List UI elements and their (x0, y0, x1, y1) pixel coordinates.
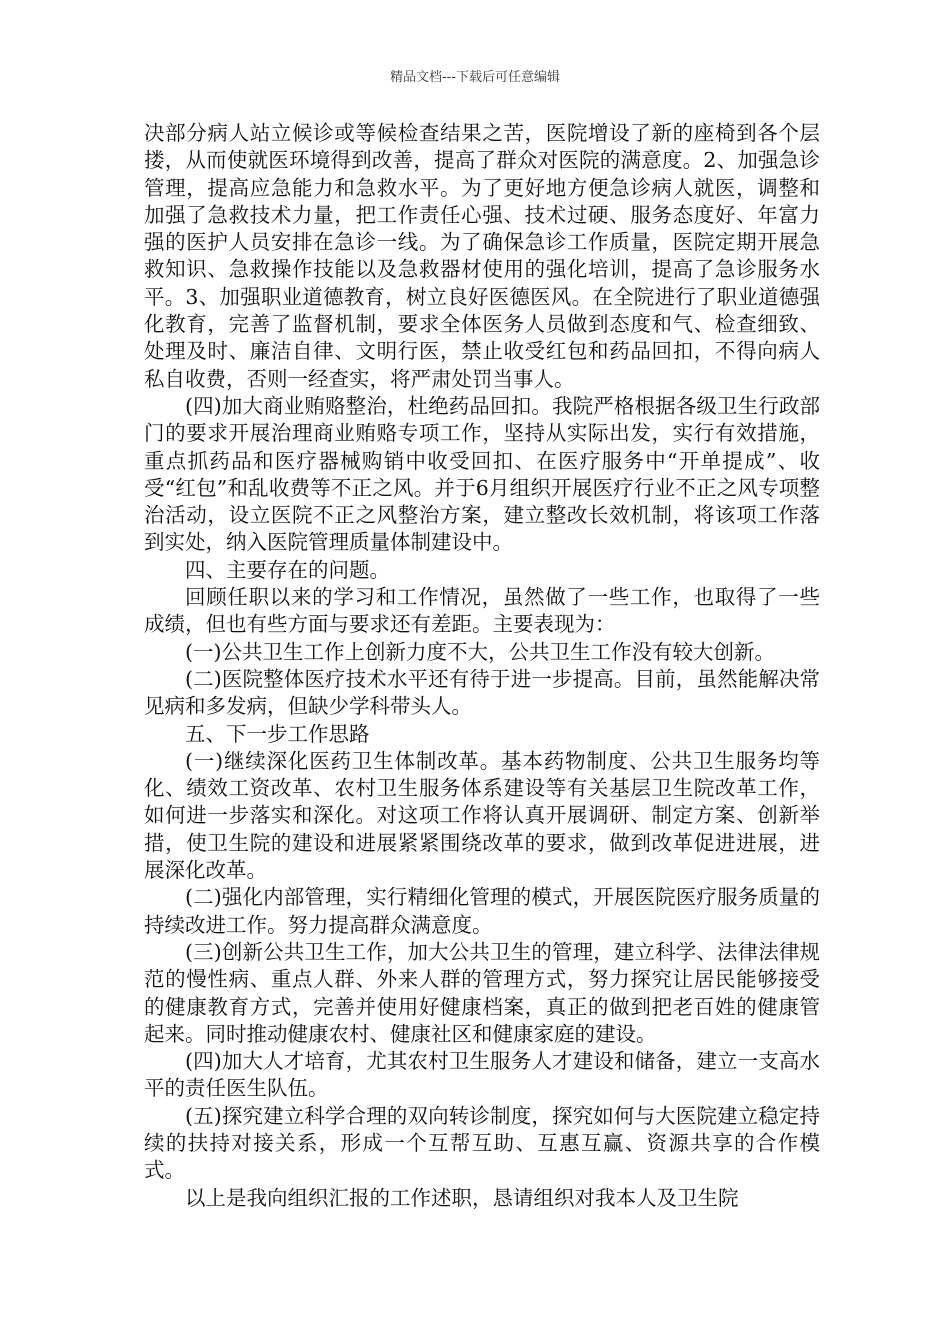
list-item: (一)公共卫生工作上创新力度不大，公共卫生工作没有较大创新。 (185, 639, 775, 664)
list-item: (三)创新公共卫生工作，加大公共卫生的管理，建立科学、法律法律规范的慢性病、重点人群、外来人群的管理方式，努力探究让居民能够接受的健康教育方式，完善并使用好健康档案，真正的做到把老百姓的健康管起来。同时推动健康农村、健康社区和健康家庭的建设。 (144, 939, 820, 1046)
list-item: (一)继续深化医药卫生体制改革。基本药物制度、公共卫生服务均等化、绩效工资改革、农村卫生服务体系建设等有关基层卫生院改革工作，如何进一步落实和深化。对这项工作将认真开展调研、制定方案、创新举措，使卫生院的建设和进展紧紧围绕改革的要求，做到改革促进进展，进展深化改革。 (144, 748, 820, 883)
section-heading: 五、下一步工作思路 (185, 721, 370, 746)
paragraph: 决部分病人站立候诊或等候检查结果之苦，医院增设了新的座椅到各个层搂，从而使就医环境得到改善，提高了群众对医院的满意度。2、加强急诊管理，提高应急能力和急救水平。为了更好地方便急诊病人就医，调整和加强了急救技术力量，把工作责任心强、技术过硬、服务态度好、年富力强的医护人员安排在急诊一线。为了确保急诊工作质量，医院定期开展急救知识、急救操作技能以及急救器材使用的强化培训，提高了急诊服务水平。3、加强职业道德教育，树立良好医德医风。在全院进行了职业道德强化教育，完善了监督机制，要求全体医务人员做到态度和气、检查细致、处理及时、廉洁自律、文明行医，禁止收受红包和药品回扣，不得向病人私自收费，否则一经查实，将严肃处罚当事人。 (144, 121, 820, 391)
list-item: (四)加大人才培育，尤其农村卫生服务人才建设和储备，建立一支高水平的责任医生队伍。 (144, 1049, 820, 1101)
document-body (144, 120, 820, 1212)
list-item: (二)医院整体医疗技术水平还有待于进一步提高。目前，虽然能解决常见病和多发病，但缺少学科带头人。 (144, 666, 820, 719)
paragraph: 以上是我向组织汇报的工作述职，恳请组织对我本人及卫生院 (185, 1185, 739, 1210)
section-heading: 四、主要存在的问题。 (185, 557, 390, 582)
page-header: 精品文档---下载后可任意编辑 (389, 70, 561, 85)
paragraph: (四)加大商业贿赂整治，杜绝药品回扣。我院严格根据各级卫生行政部门的要求开展治理商业贿赂专项工作，坚持从实际出发，实行有效措施，重点抓药品和医疗器械购销中收受回扣、在医疗服务中“开单提成”、收受“红包”和乱收费等不正之风。并于6月组织开展医疗行业不正之风专项整治活动，设立医院不正之风整治方案，建立整改长效机制，将该项工作落到实处，纳入医院管理质量体制建设中。 (144, 393, 820, 555)
paragraph: 回顾任职以来的学习和工作情况，虽然做了一些工作，也取得了一些成绩，但也有些方面与要求还有差距。主要表现为： (144, 585, 820, 637)
list-item: (五)探究建立科学合理的双向转诊制度，探究如何与大医院建立稳定持续的扶持对接关系，形成一个互帮互助、互惠互赢、资源共享的合作模式。 (144, 1103, 820, 1183)
list-item: (二)强化内部管理，实行精细化管理的模式，开展医院医疗服务质量的持续改进工作。努力提高群众满意度。 (144, 885, 820, 937)
